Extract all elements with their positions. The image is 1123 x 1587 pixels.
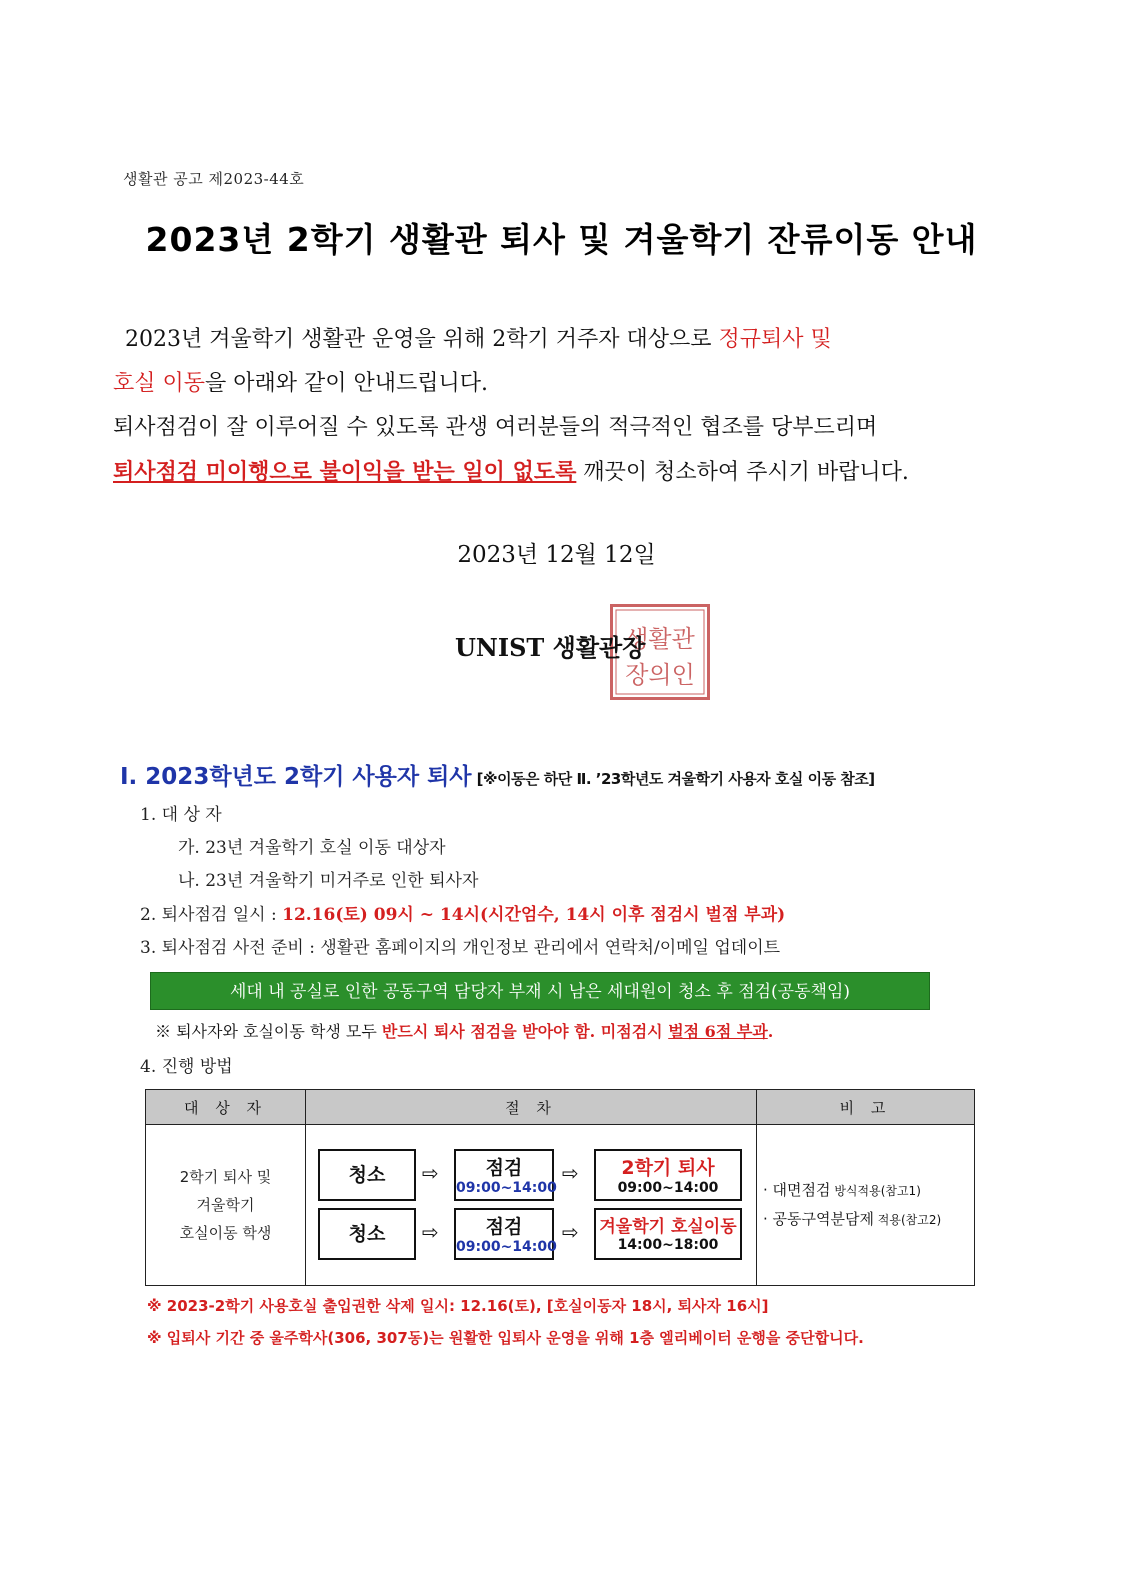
arrow-right-icon: ⇨ — [422, 1161, 439, 1185]
warning-highlight: 반드시 퇴사 점검을 받아야 함. 미점검시 — [381, 1022, 669, 1041]
inspection-warning — [155, 1019, 773, 1042]
footnote-elevator: ※ 입퇴사 기간 중 울주학사(306, 307동)는 원활한 입퇴사 운영을 위해 1층 엘리베이터 운행을 중단합니다. — [147, 1329, 864, 1347]
table-header-row — [146, 1090, 975, 1125]
notice-number: 생활관 공고 제2023-44호 — [123, 170, 305, 188]
warning-penalty: 벌점 6점 부과 — [668, 1022, 768, 1041]
intro-line-4 — [113, 450, 1013, 495]
table-row — [146, 1125, 975, 1286]
remark-ref: (참고2) — [900, 1213, 942, 1227]
intro-line-2 — [113, 362, 1013, 406]
target-line: 겨울학기 — [196, 1196, 255, 1214]
target-line: 2학기 퇴사 및 — [179, 1168, 272, 1186]
step-label: 겨울학기 호실이동 — [599, 1217, 737, 1237]
procedure-table — [145, 1089, 975, 1286]
footnote-access-removal: ※ 2023-2학기 사용호실 출입권한 삭제 일시: 12.16(토), [호실이동자 18시, 퇴사자 16시] — [147, 1297, 769, 1315]
intro-warning: 퇴사점검 미이행으로 불이익을 받는 일이 없도록 — [113, 459, 577, 485]
header-remarks: 비 고 — [757, 1090, 975, 1125]
arrow-right-icon: ⇨ — [562, 1161, 579, 1185]
item-4-method: 4. 진행 방법 — [140, 1057, 233, 1077]
shared-responsibility-banner: 세대 내 공실로 인한 공동구역 담당자 부재 시 남은 세대원이 청소 후 점검(공동책임) — [150, 972, 930, 1010]
step-time: 09:00~14:00 — [456, 1180, 557, 1196]
svg-text:장의인: 장의인 — [625, 661, 695, 689]
step-checkout — [594, 1149, 742, 1201]
section-1-title: Ⅰ. 2023학년도 2학기 사용자 퇴사 — [120, 764, 472, 790]
step-time: 14:00~18:00 — [617, 1237, 719, 1253]
section-1-note: [※이동은 하단 Ⅱ. ’23학년도 겨울학기 사용자 호실 이동 참조] — [476, 770, 875, 788]
header-target: 대 상 자 — [146, 1090, 306, 1125]
remark-line — [763, 1176, 973, 1205]
target-cell — [146, 1125, 306, 1286]
item-1-a: 가. 23년 겨울학기 호실 이동 대상자 — [178, 838, 446, 858]
step-label: 청소 — [348, 1223, 386, 1245]
item-1-b: 나. 23년 겨울학기 미거주로 인한 퇴사자 — [178, 871, 479, 891]
arrow-right-icon: ⇨ — [562, 1220, 579, 1244]
step-time: 09:00~14:00 — [456, 1239, 557, 1255]
header-procedure: 절 차 — [306, 1090, 757, 1125]
step-label: 점검 — [485, 1216, 523, 1238]
intro-line-3: 퇴사점검이 잘 이루어질 수 있도록 관생 여러분들의 적극적인 협조를 당부드리며 — [113, 415, 878, 440]
remark-main: · 대면점검 — [763, 1181, 831, 1199]
warning-text: ※ 퇴사자와 호실이동 학생 모두 — [155, 1022, 382, 1041]
step-label: 점검 — [485, 1157, 523, 1179]
item-2-value: 12.16(토) 09시 ~ 14시(시간엄수, 14시 이후 점검시 벌점 부과) — [282, 905, 786, 925]
intro-text: 을 아래와 같이 안내드립니다. — [205, 371, 489, 396]
intro-highlight: 호실 이동 — [113, 371, 206, 396]
remark-rest: 방식적용 — [830, 1184, 881, 1198]
arrow-right-icon: ⇨ — [422, 1220, 439, 1244]
remark-main: · 공동구역분담제 — [763, 1210, 874, 1228]
svg-text:생활관: 생활관 — [625, 625, 695, 653]
item-2-label: 2. 퇴사점검 일시 : — [140, 905, 283, 925]
step-time: 09:00~14:00 — [617, 1180, 719, 1196]
step-label: 2학기 퇴사 — [621, 1157, 715, 1179]
step-clean — [318, 1149, 416, 1201]
intro-text: 깨끗이 청소하여 주시기 바랍니다. — [576, 460, 909, 485]
notice-date: 2023년 12월 12일 — [457, 542, 656, 568]
intro-paragraph — [113, 318, 1013, 495]
remark-rest: 적용 — [873, 1213, 901, 1227]
section-1-heading — [120, 758, 875, 791]
page-title: 2023년 2학기 생활관 퇴사 및 겨울학기 잔류이동 안내 — [145, 220, 978, 259]
signer-name: UNIST 생활관장 — [455, 633, 646, 662]
remarks-cell — [757, 1125, 975, 1286]
step-room-move — [594, 1208, 742, 1260]
procedure-cell — [306, 1125, 757, 1286]
intro-highlight: 정규퇴사 및 — [718, 327, 832, 352]
item-3-preparation: 3. 퇴사점검 사전 준비 : 생활관 홈페이지의 개인정보 관리에서 연락처/이메일 업데이트 — [140, 938, 781, 958]
step-inspection — [454, 1149, 557, 1201]
item-1-target: 1. 대 상 자 — [140, 805, 222, 825]
step-clean — [318, 1208, 416, 1260]
remark-ref: (참고1) — [880, 1184, 921, 1198]
item-2-schedule — [140, 900, 785, 925]
intro-line-1 — [113, 318, 1013, 362]
step-label: 청소 — [348, 1164, 386, 1186]
target-line: 호실이동 학생 — [179, 1224, 272, 1242]
warning-period: . — [767, 1022, 774, 1041]
intro-text: 2023년 겨울학기 생활관 운영을 위해 2학기 거주자 대상으로 — [125, 327, 719, 352]
remark-line — [763, 1205, 973, 1234]
step-inspection — [454, 1208, 557, 1260]
